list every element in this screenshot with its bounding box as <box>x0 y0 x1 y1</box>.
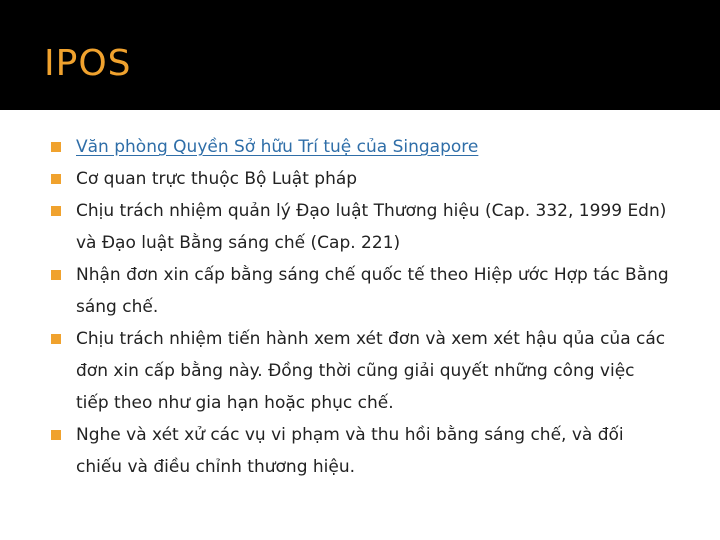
square-bullet-icon <box>51 430 61 440</box>
bullet-item-acts <box>0 195 720 259</box>
square-bullet-icon <box>51 270 61 280</box>
bullet-text: Chịu trách nhiệm quản lý Đạo luật Thương hiệu (Cap. 332, 1999 Edn) và Đạo luật Bằng sáng chế (Cap. 221) <box>76 201 667 253</box>
bullet-text: Cơ quan trực thuộc Bộ Luật pháp <box>76 169 358 189</box>
bullet-list <box>0 131 720 483</box>
square-bullet-icon <box>51 142 61 152</box>
ipos-link[interactable]: Văn phòng Quyền Sở hữu Trí tuệ của Singapore <box>76 137 479 157</box>
bullet-text: Nghe và xét xử các vụ vi phạm và thu hồi bằng sáng chế, và đối chiếu và điều chỉnh thương hiệu. <box>76 425 624 477</box>
bullet-item-ministry <box>0 163 720 195</box>
square-bullet-icon <box>51 206 61 216</box>
square-bullet-icon <box>51 334 61 344</box>
bullet-item-pct <box>0 259 720 323</box>
bullet-text: Nhận đơn xin cấp bằng sáng chế quốc tế theo Hiệp ước Hợp tác Bằng sáng chế. <box>76 265 669 317</box>
bullet-item-hearings <box>0 419 720 483</box>
square-bullet-icon <box>51 174 61 184</box>
bullet-item-ipos <box>0 131 720 163</box>
slide-title: IPOS <box>44 43 132 84</box>
bullet-item-examination <box>0 323 720 419</box>
bullet-text: Chịu trách nhiệm tiến hành xem xét đơn và xem xét hậu qủa của các đơn xin cấp bằng này. Đồng thời cũng giải quyết những công việc tiếp theo như gia hạn hoặc phục chế. <box>76 329 666 413</box>
title-band <box>0 0 720 110</box>
